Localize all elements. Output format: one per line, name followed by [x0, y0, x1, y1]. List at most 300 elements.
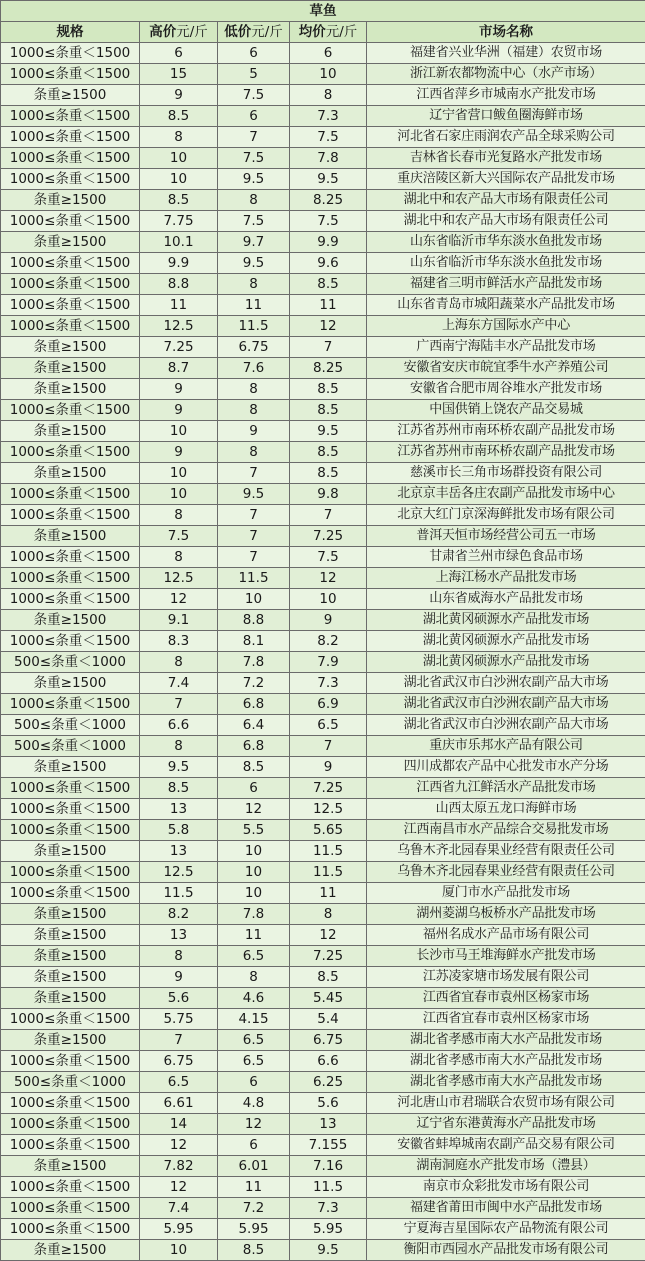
high-price-cell: 9.9 [140, 253, 218, 274]
table-row [1, 505, 645, 526]
table-row [1, 295, 645, 316]
spec-cell: 1000≤条重＜1500 [1, 883, 140, 904]
high-price-cell: 9 [140, 442, 218, 463]
avg-price-cell: 11 [290, 883, 367, 904]
spec-cell: 条重≥1500 [1, 190, 140, 211]
table-row [1, 463, 645, 484]
high-price-cell: 5.8 [140, 820, 218, 841]
high-price-cell: 8.5 [140, 190, 218, 211]
low-price-cell: 5 [218, 64, 290, 85]
spec-cell: 500≤条重＜1000 [1, 1072, 140, 1093]
low-price-cell: 7.6 [218, 358, 290, 379]
low-price-cell: 7 [218, 526, 290, 547]
low-price-cell: 10 [218, 862, 290, 883]
low-price-cell: 7 [218, 505, 290, 526]
market-name-cell: 江苏凌家塘市场发展有限公司 [367, 967, 645, 988]
avg-price-cell: 8 [290, 85, 367, 106]
avg-price-cell: 9 [290, 757, 367, 778]
market-name-cell: 湖北黄冈硕源水产品批发市场 [367, 631, 645, 652]
avg-price-cell: 6.5 [290, 715, 367, 736]
low-price-cell: 11.5 [218, 316, 290, 337]
avg-price-cell: 7.5 [290, 211, 367, 232]
high-price-cell: 13 [140, 925, 218, 946]
high-price-cell: 10 [140, 1240, 218, 1261]
market-name-cell: 安徽省合肥市周谷堆水产批发市场 [367, 379, 645, 400]
avg-price-cell: 8.5 [290, 442, 367, 463]
spec-cell: 1000≤条重＜1500 [1, 547, 140, 568]
low-price-cell: 6 [218, 1135, 290, 1156]
avg-price-cell: 13 [290, 1114, 367, 1135]
spec-cell: 1000≤条重＜1500 [1, 1219, 140, 1240]
high-price-cell: 6 [140, 43, 218, 64]
avg-price-cell: 8 [290, 904, 367, 925]
market-name-cell: 重庆市乐邦水产品有限公司 [367, 736, 645, 757]
spec-cell: 1000≤条重＜1500 [1, 778, 140, 799]
low-price-cell: 8.5 [218, 757, 290, 778]
market-name-cell: 安徽省蚌埠城南农副产品交易有限公司 [367, 1135, 645, 1156]
low-price-cell: 9 [218, 421, 290, 442]
low-price-cell: 7 [218, 127, 290, 148]
header-avg-price-label: 均价 [298, 24, 326, 40]
market-name-cell: 湖北省武汉市白沙洲农副产品大市场 [367, 694, 645, 715]
low-price-cell: 11 [218, 295, 290, 316]
avg-price-cell: 7 [290, 736, 367, 757]
table-row [1, 127, 645, 148]
table-row [1, 1093, 645, 1114]
high-price-cell: 5.75 [140, 1009, 218, 1030]
high-price-cell: 8.7 [140, 358, 218, 379]
high-price-cell: 9 [140, 379, 218, 400]
spec-cell: 1000≤条重＜1500 [1, 316, 140, 337]
table-row [1, 274, 645, 295]
table-row [1, 484, 645, 505]
spec-cell: 条重≥1500 [1, 904, 140, 925]
header-row [1, 22, 645, 43]
high-price-cell: 8 [140, 736, 218, 757]
avg-price-cell: 7.25 [290, 778, 367, 799]
table-row [1, 1240, 645, 1261]
high-price-cell: 7.82 [140, 1156, 218, 1177]
spec-cell: 条重≥1500 [1, 463, 140, 484]
header-market-name-label: 市场名称 [479, 24, 534, 40]
low-price-cell: 6.8 [218, 736, 290, 757]
market-name-cell: 江西南昌市水产品综合交易批发市场 [367, 820, 645, 841]
market-name-cell: 宁夏海吉星国际农产品物流有限公司 [367, 1219, 645, 1240]
low-price-cell: 7.8 [218, 652, 290, 673]
high-price-cell: 6.75 [140, 1051, 218, 1072]
spec-cell: 条重≥1500 [1, 1240, 140, 1261]
table-row [1, 337, 645, 358]
market-name-cell: 广西南宁海陆丰水产品批发市场 [367, 337, 645, 358]
low-price-cell: 7.5 [218, 211, 290, 232]
high-price-cell: 8 [140, 652, 218, 673]
avg-price-cell: 12 [290, 316, 367, 337]
high-price-cell: 5.95 [140, 1219, 218, 1240]
table-row [1, 1072, 645, 1093]
header-high-price-unit: 元/斤 [176, 24, 208, 40]
market-name-cell: 湖北黄冈硕源水产品批发市场 [367, 652, 645, 673]
avg-price-cell: 5.6 [290, 1093, 367, 1114]
avg-price-cell: 5.95 [290, 1219, 367, 1240]
avg-price-cell: 6.6 [290, 1051, 367, 1072]
header-avg-price-unit: 元/斤 [325, 24, 358, 40]
table-row [1, 757, 645, 778]
table-row [1, 379, 645, 400]
market-name-cell: 湖北中和农产品大市场有限责任公司 [367, 211, 645, 232]
table-row [1, 610, 645, 631]
avg-price-cell: 11.5 [290, 1177, 367, 1198]
market-name-cell: 江西省宜春市袁州区杨家市场 [367, 1009, 645, 1030]
market-name-cell: 福建省莆田市闽中水产品批发市场 [367, 1198, 645, 1219]
market-name-cell: 湖北黄冈硕源水产品批发市场 [367, 610, 645, 631]
spec-cell: 条重≥1500 [1, 421, 140, 442]
low-price-cell: 6.4 [218, 715, 290, 736]
high-price-cell: 8 [140, 505, 218, 526]
spec-cell: 1000≤条重＜1500 [1, 820, 140, 841]
low-price-cell: 8.5 [218, 1240, 290, 1261]
high-price-cell: 8.5 [140, 106, 218, 127]
low-price-cell: 8 [218, 442, 290, 463]
table-row [1, 1135, 645, 1156]
high-price-cell: 7.75 [140, 211, 218, 232]
avg-price-cell: 8.5 [290, 400, 367, 421]
high-price-cell: 8 [140, 547, 218, 568]
market-name-cell: 乌鲁木齐北园春果业经营有限责任公司 [367, 841, 645, 862]
table-row [1, 568, 645, 589]
high-price-cell: 12 [140, 1135, 218, 1156]
low-price-cell: 6 [218, 106, 290, 127]
avg-price-cell: 9.5 [290, 1240, 367, 1261]
low-price-cell: 8 [218, 274, 290, 295]
high-price-cell: 9.1 [140, 610, 218, 631]
spec-cell: 1000≤条重＜1500 [1, 442, 140, 463]
high-price-cell: 6.61 [140, 1093, 218, 1114]
market-name-cell: 普洱天恒市场经营公司五一市场 [367, 526, 645, 547]
market-name-cell: 浙江新农都物流中心（水产市场） [367, 64, 645, 85]
low-price-cell: 8.8 [218, 610, 290, 631]
market-name-cell: 福建省三明市鲜活水产品批发市场 [367, 274, 645, 295]
avg-price-cell: 7.5 [290, 547, 367, 568]
table-row [1, 1114, 645, 1135]
avg-price-cell: 7 [290, 505, 367, 526]
high-price-cell: 15 [140, 64, 218, 85]
table-row [1, 925, 645, 946]
avg-price-cell: 7.3 [290, 673, 367, 694]
low-price-cell: 10 [218, 841, 290, 862]
low-price-cell: 6.5 [218, 946, 290, 967]
table-row [1, 400, 645, 421]
table-row [1, 988, 645, 1009]
low-price-cell: 10 [218, 883, 290, 904]
avg-price-cell: 8.2 [290, 631, 367, 652]
spec-cell: 条重≥1500 [1, 1156, 140, 1177]
avg-price-cell: 12 [290, 925, 367, 946]
table-row [1, 169, 645, 190]
market-name-cell: 湖北省孝感市南大水产品批发市场 [367, 1072, 645, 1093]
low-price-cell: 8.1 [218, 631, 290, 652]
spec-cell: 条重≥1500 [1, 526, 140, 547]
spec-cell: 1000≤条重＜1500 [1, 568, 140, 589]
spec-cell: 1000≤条重＜1500 [1, 631, 140, 652]
spec-cell: 1000≤条重＜1500 [1, 484, 140, 505]
spec-cell: 500≤条重＜1000 [1, 736, 140, 757]
high-price-cell: 12.5 [140, 862, 218, 883]
market-name-cell: 辽宁省营口鲅鱼圈海鲜市场 [367, 106, 645, 127]
avg-price-cell: 7 [290, 337, 367, 358]
high-price-cell: 11 [140, 295, 218, 316]
table-row [1, 253, 645, 274]
spec-cell: 条重≥1500 [1, 1030, 140, 1051]
market-name-cell: 山西太原五龙口海鲜市场 [367, 799, 645, 820]
avg-price-cell: 8.5 [290, 967, 367, 988]
low-price-cell: 4.15 [218, 1009, 290, 1030]
market-name-cell: 湖州菱湖乌板桥水产品批发市场 [367, 904, 645, 925]
market-name-cell: 长沙市马王堆海鲜水产批发市场 [367, 946, 645, 967]
low-price-cell: 6.5 [218, 1030, 290, 1051]
low-price-cell: 7.5 [218, 85, 290, 106]
high-price-cell: 13 [140, 799, 218, 820]
high-price-cell: 9.5 [140, 757, 218, 778]
avg-price-cell: 9.5 [290, 421, 367, 442]
market-name-cell: 厦门市水产品批发市场 [367, 883, 645, 904]
avg-price-cell: 5.4 [290, 1009, 367, 1030]
low-price-cell: 6 [218, 43, 290, 64]
high-price-cell: 8.3 [140, 631, 218, 652]
table-row [1, 358, 645, 379]
spec-cell: 条重≥1500 [1, 358, 140, 379]
market-name-cell: 山东省临沂市华东淡水鱼批发市场 [367, 253, 645, 274]
market-name-cell: 吉林省长春市光复路水产批发市场 [367, 148, 645, 169]
high-price-cell: 7 [140, 1030, 218, 1051]
high-price-cell: 9 [140, 85, 218, 106]
high-price-cell: 10 [140, 148, 218, 169]
low-price-cell: 12 [218, 1114, 290, 1135]
table-row [1, 799, 645, 820]
market-name-cell: 辽宁省东港黄海水产品批发市场 [367, 1114, 645, 1135]
table-row [1, 421, 645, 442]
high-price-cell: 14 [140, 1114, 218, 1135]
market-name-cell: 重庆涪陵区新大兴国际农产品批发市场 [367, 169, 645, 190]
market-name-cell: 乌鲁木齐北园春果业经营有限责任公司 [367, 862, 645, 883]
low-price-cell: 8 [218, 400, 290, 421]
high-price-cell: 10 [140, 421, 218, 442]
table-row [1, 1198, 645, 1219]
low-price-cell: 4.6 [218, 988, 290, 1009]
low-price-cell: 4.8 [218, 1093, 290, 1114]
market-name-cell: 福建省兴业华洲（福建）农贸市场 [367, 43, 645, 64]
spec-cell: 1000≤条重＜1500 [1, 799, 140, 820]
high-price-cell: 8 [140, 127, 218, 148]
market-name-cell: 福州名成水产品市场有限公司 [367, 925, 645, 946]
spec-cell: 1000≤条重＜1500 [1, 274, 140, 295]
spec-cell: 条重≥1500 [1, 946, 140, 967]
market-name-cell: 湖北中和农产品大市场有限责任公司 [367, 190, 645, 211]
spec-cell: 500≤条重＜1000 [1, 652, 140, 673]
low-price-cell: 7.2 [218, 1198, 290, 1219]
header-market-name [367, 22, 645, 43]
header-low-price-unit: 元/斤 [251, 24, 283, 40]
avg-price-cell: 7.25 [290, 946, 367, 967]
spec-cell: 1000≤条重＜1500 [1, 1009, 140, 1030]
table-row [1, 841, 645, 862]
avg-price-cell: 5.45 [290, 988, 367, 1009]
market-name-cell: 北京大红门京深海鲜批发市场有限公司 [367, 505, 645, 526]
table-row [1, 442, 645, 463]
table-row [1, 106, 645, 127]
header-spec [1, 22, 140, 43]
market-name-cell: 江苏省苏州市南环桥农副产品批发市场 [367, 442, 645, 463]
avg-price-cell: 7.25 [290, 526, 367, 547]
avg-price-cell: 8.25 [290, 190, 367, 211]
spec-cell: 条重≥1500 [1, 757, 140, 778]
spec-cell: 1000≤条重＜1500 [1, 1093, 140, 1114]
table-row [1, 778, 645, 799]
avg-price-cell: 12 [290, 568, 367, 589]
avg-price-cell: 8.5 [290, 463, 367, 484]
market-name-cell: 湖南洞庭水产批发市场（澧县） [367, 1156, 645, 1177]
spec-cell: 1000≤条重＜1500 [1, 1051, 140, 1072]
market-name-cell: 江西省宜春市袁州区杨家市场 [367, 988, 645, 1009]
market-name-cell: 河北唐山市君瑞联合农贸市场有限公司 [367, 1093, 645, 1114]
low-price-cell: 7 [218, 547, 290, 568]
avg-price-cell: 7.5 [290, 127, 367, 148]
high-price-cell: 10 [140, 463, 218, 484]
spec-cell: 1000≤条重＜1500 [1, 694, 140, 715]
avg-price-cell: 11.5 [290, 862, 367, 883]
market-name-cell: 湖北省武汉市白沙洲农副产品大市场 [367, 715, 645, 736]
market-name-cell: 江西省九江鲜活水产品批发市场 [367, 778, 645, 799]
spec-cell: 条重≥1500 [1, 379, 140, 400]
spec-cell: 1000≤条重＜1500 [1, 862, 140, 883]
avg-price-cell: 7.3 [290, 106, 367, 127]
high-price-cell: 7.4 [140, 1198, 218, 1219]
header-low-price [218, 22, 290, 43]
high-price-cell: 12.5 [140, 568, 218, 589]
market-name-cell: 山东省临沂市华东淡水鱼批发市场 [367, 232, 645, 253]
low-price-cell: 5.5 [218, 820, 290, 841]
high-price-cell: 7.25 [140, 337, 218, 358]
table-row [1, 547, 645, 568]
avg-price-cell: 7.9 [290, 652, 367, 673]
spec-cell: 1000≤条重＜1500 [1, 43, 140, 64]
table-row [1, 526, 645, 547]
avg-price-cell: 8.5 [290, 379, 367, 400]
table-row [1, 1219, 645, 1240]
table-row [1, 673, 645, 694]
low-price-cell: 8 [218, 379, 290, 400]
spec-cell: 1000≤条重＜1500 [1, 211, 140, 232]
table-row [1, 862, 645, 883]
market-name-cell: 慈溪市长三角市场群投资有限公司 [367, 463, 645, 484]
avg-price-cell: 6.9 [290, 694, 367, 715]
low-price-cell: 6.8 [218, 694, 290, 715]
spec-cell: 条重≥1500 [1, 673, 140, 694]
low-price-cell: 8 [218, 967, 290, 988]
header-avg-price [290, 22, 367, 43]
high-price-cell: 12 [140, 1177, 218, 1198]
market-name-cell: 四川成都农产品中心批发市水产分场 [367, 757, 645, 778]
spec-cell: 条重≥1500 [1, 988, 140, 1009]
spec-cell: 条重≥1500 [1, 610, 140, 631]
avg-price-cell: 9.6 [290, 253, 367, 274]
spec-cell: 条重≥1500 [1, 925, 140, 946]
header-high-price [140, 22, 218, 43]
market-name-cell: 湖北省孝感市南大水产品批发市场 [367, 1051, 645, 1072]
high-price-cell: 8 [140, 946, 218, 967]
spec-cell: 条重≥1500 [1, 85, 140, 106]
high-price-cell: 8.5 [140, 778, 218, 799]
high-price-cell: 7 [140, 694, 218, 715]
low-price-cell: 6.75 [218, 337, 290, 358]
market-name-cell: 山东省青岛市城阳蔬菜水产品批发市场 [367, 295, 645, 316]
high-price-cell: 10.1 [140, 232, 218, 253]
market-name-cell: 河北省石家庄雨润农产品全球采购公司 [367, 127, 645, 148]
market-name-cell: 北京京丰岳各庄农副产品批发市场中心 [367, 484, 645, 505]
spec-cell: 条重≥1500 [1, 337, 140, 358]
high-price-cell: 8.8 [140, 274, 218, 295]
high-price-cell: 5.6 [140, 988, 218, 1009]
header-spec-label: 规格 [56, 24, 84, 40]
table-body [1, 43, 645, 1261]
table-row [1, 316, 645, 337]
high-price-cell: 10 [140, 169, 218, 190]
market-name-cell: 上海江杨水产品批发市场 [367, 568, 645, 589]
low-price-cell: 5.95 [218, 1219, 290, 1240]
high-price-cell: 9 [140, 967, 218, 988]
avg-price-cell: 7.8 [290, 148, 367, 169]
table-row [1, 694, 645, 715]
table-row [1, 946, 645, 967]
spec-cell: 1000≤条重＜1500 [1, 1198, 140, 1219]
avg-price-cell: 10 [290, 64, 367, 85]
high-price-cell: 6.5 [140, 1072, 218, 1093]
spec-cell: 500≤条重＜1000 [1, 715, 140, 736]
avg-price-cell: 6.25 [290, 1072, 367, 1093]
low-price-cell: 7.2 [218, 673, 290, 694]
spec-cell: 1000≤条重＜1500 [1, 64, 140, 85]
avg-price-cell: 5.65 [290, 820, 367, 841]
market-name-cell: 甘肃省兰州市绿色食品市场 [367, 547, 645, 568]
table-row [1, 1177, 645, 1198]
table-row [1, 1009, 645, 1030]
table-row [1, 736, 645, 757]
table-row [1, 715, 645, 736]
low-price-cell: 11 [218, 925, 290, 946]
table-row [1, 1030, 645, 1051]
table-row [1, 190, 645, 211]
table-row [1, 589, 645, 610]
high-price-cell: 6.6 [140, 715, 218, 736]
title-row [1, 1, 645, 22]
spec-cell: 1000≤条重＜1500 [1, 400, 140, 421]
avg-price-cell: 9.5 [290, 169, 367, 190]
high-price-cell: 12 [140, 589, 218, 610]
header-low-price-label: 低价 [224, 24, 252, 40]
spec-cell: 1000≤条重＜1500 [1, 505, 140, 526]
low-price-cell: 8 [218, 190, 290, 211]
market-name-cell: 中国供销上饶农产品交易城 [367, 400, 645, 421]
low-price-cell: 6 [218, 778, 290, 799]
avg-price-cell: 9.9 [290, 232, 367, 253]
avg-price-cell: 9 [290, 610, 367, 631]
market-name-cell: 安徽省安庆市皖宜季牛水产养殖公司 [367, 358, 645, 379]
table-title: 草鱼 [1, 1, 645, 22]
avg-price-cell: 8.5 [290, 274, 367, 295]
low-price-cell: 9.5 [218, 253, 290, 274]
table-row [1, 967, 645, 988]
high-price-cell: 13 [140, 841, 218, 862]
market-name-cell: 湖北省武汉市白沙洲农副产品大市场 [367, 673, 645, 694]
